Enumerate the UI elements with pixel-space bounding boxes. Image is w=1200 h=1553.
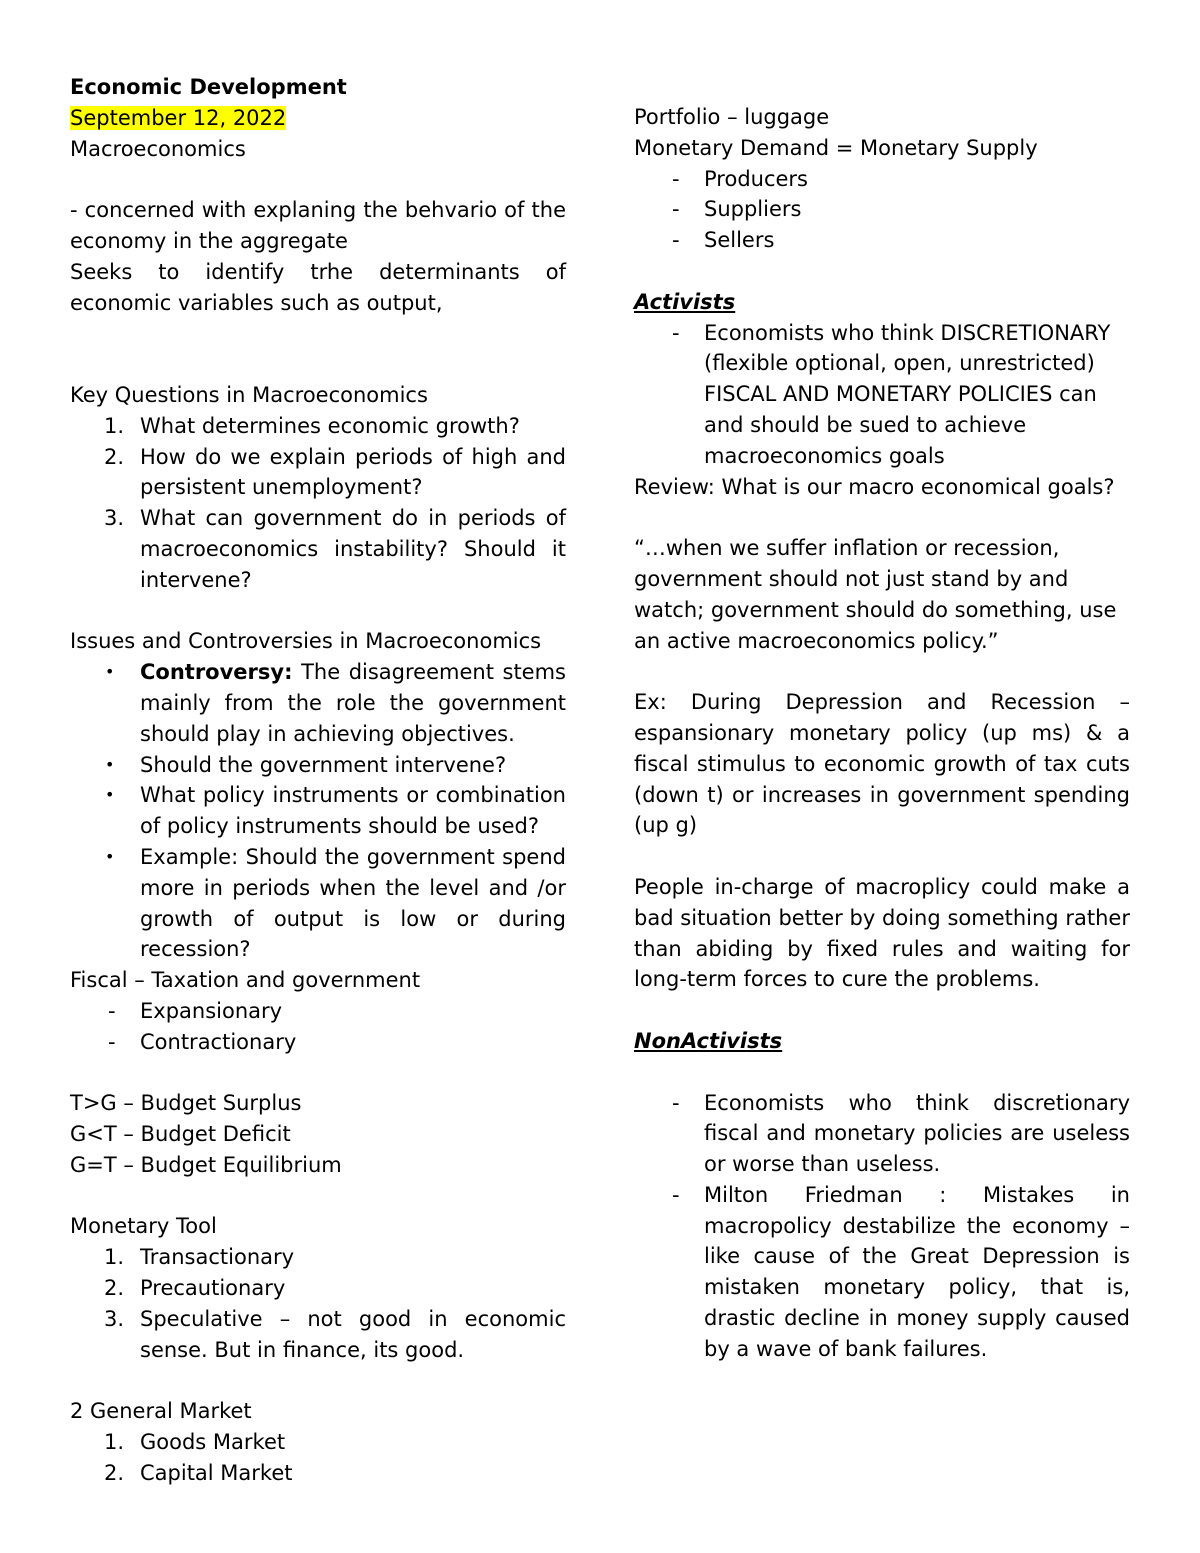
- list-item: - Contractionary: [108, 1029, 297, 1054]
- list-item: - Expansionary: [108, 998, 283, 1023]
- budget-equilibrium: G=T – Budget Equilibrium: [70, 1152, 342, 1177]
- list-item: - Economists who think discretionary fiscal and monetary policies are useless or worse than useless.: [672, 1090, 1130, 1177]
- nonactivists-list: [634, 1088, 1130, 1365]
- issues-list: [70, 657, 566, 965]
- topic-line: Macroeconomics: [70, 136, 246, 161]
- monetary-tool-heading: Monetary Tool: [70, 1214, 217, 1239]
- review-question: Review: What is our macro economical goals?: [634, 474, 1115, 499]
- definition-text: - concerned with explaning the behvario of the economy in the aggregate: [70, 198, 566, 253]
- list-item: - Milton Friedman : Mistakes in macropolicy destabilize the economy – like cause of the Great Depression is mistaken monetary policy, that is, drastic decline in money supply caused by a wave of bank failures.: [672, 1182, 1130, 1361]
- issues-heading: Issues and Controversies in Macroeconomics: [70, 629, 542, 654]
- list-item: - Suppliers: [672, 197, 802, 222]
- seeks-text: Seeks to identify trhe determinants of economic variables such as output,: [70, 259, 566, 315]
- activists-list: [634, 318, 1130, 472]
- list-item: 2. Capital Market: [104, 1460, 293, 1485]
- list-item: 2. Precautionary: [104, 1276, 286, 1301]
- list-item: 3. What can government do in periods of macroeconomics instability? Should it intervene?: [104, 506, 566, 592]
- list-item: • Example: Should the government spend more in periods when the level and /or growth of output is low or during recession?: [105, 844, 566, 962]
- highlighted-date: September 12, 2022: [70, 105, 287, 130]
- general-market-list: [70, 1427, 566, 1489]
- list-item: - Economists who think DISCRETIONARY (flexible optional, open, unrestricted) FISCAL AND MONETARY POLICIES can and should be sued to achieve macroeconomics goals: [672, 320, 1111, 468]
- budget-deficit: G<T – Budget Deficit: [70, 1122, 291, 1147]
- fiscal-heading: Fiscal – Taxation and government: [70, 968, 421, 993]
- right-column: [634, 102, 1130, 1365]
- people-text: People in-charge of macroplicy could make a bad situation better by doing something rather than abiding by fixed rules and waiting for long-term forces to cure the problems.: [634, 874, 1130, 992]
- key-questions-list: [70, 411, 566, 596]
- monetary-equation: Monetary Demand = Monetary Supply: [634, 135, 1038, 160]
- controversy-label: Controversy:: [140, 660, 293, 685]
- example-text: Ex: During Depression and Recession – espansionary monetary policy (up ms) & a fiscal stimulus to economic growth of tax cuts (down t) or increases in government spending (up g): [634, 690, 1130, 838]
- list-item: • Should the government intervene?: [105, 752, 507, 777]
- fiscal-list: [70, 996, 566, 1058]
- list-item: • Controversy: The disagreement stems mainly from the role the government should play in achieving objectives.: [105, 660, 566, 746]
- document-title: Economic Development: [70, 75, 347, 99]
- list-item: 3. Speculative – not good in economic sense. But in finance, its good.: [104, 1306, 566, 1362]
- list-item: 2. How do we explain periods of high and persistent unemployment?: [104, 444, 566, 500]
- general-market-heading: 2 General Market: [70, 1399, 252, 1424]
- list-item: 1. What determines economic growth?: [104, 413, 520, 438]
- list-item: 1. Transactionary: [104, 1245, 295, 1270]
- budget-surplus: T>G – Budget Surplus: [70, 1091, 302, 1116]
- activist-quote: “…when we suffer inflation or recession, government should not just stand by and watch; government should do something, use an active macroeconomics policy.”: [634, 536, 1117, 653]
- portfolio-line: Portfolio – luggage: [634, 105, 830, 129]
- participants-list: [634, 164, 1130, 256]
- date-line: [70, 103, 566, 134]
- left-column: [70, 72, 566, 1489]
- monetary-tool-list: [70, 1242, 566, 1365]
- list-item: • What policy instruments or combination of policy instruments should be used?: [105, 783, 566, 839]
- list-item: - Sellers: [672, 228, 775, 253]
- key-questions-heading: Key Questions in Macroeconomics: [70, 382, 428, 407]
- list-item: 1. Goods Market: [104, 1430, 286, 1455]
- activists-heading: Activists: [634, 289, 736, 314]
- list-item: - Producers: [672, 166, 808, 191]
- nonactivists-heading: NonActivists: [634, 1028, 783, 1053]
